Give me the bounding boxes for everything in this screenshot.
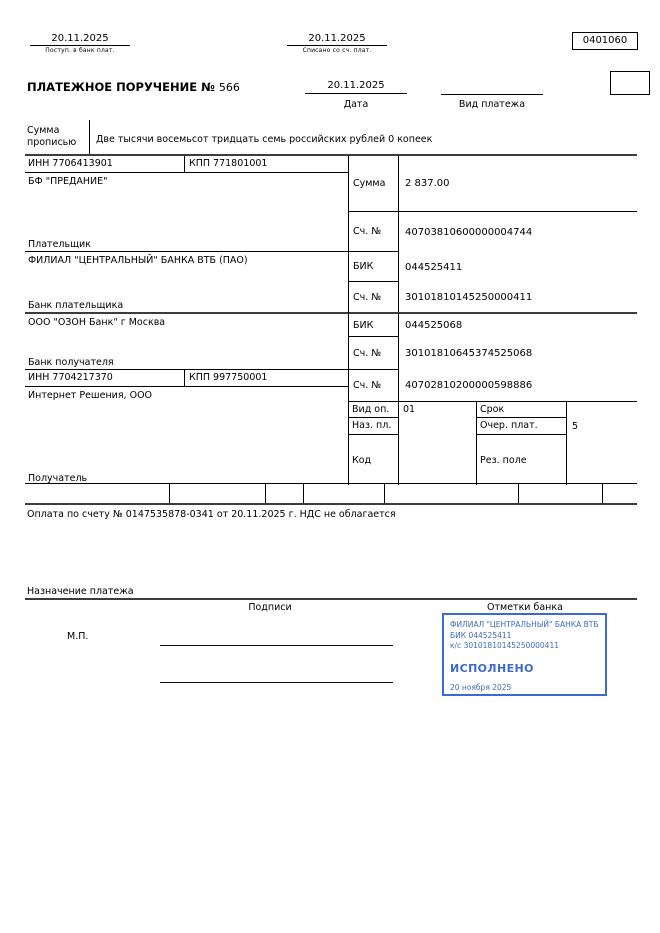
amount-value: 2 837.00 <box>405 178 450 189</box>
purpose-divider-line <box>25 598 637 600</box>
debited-date: 20.11.2025 <box>287 33 387 46</box>
payment-purpose-text: Оплата по счету № 0147535878-0341 от 20.11.2025 г. НДС не облагается <box>27 509 396 520</box>
payer-name: БФ "ПРЕДАНИЕ" <box>28 176 108 187</box>
payment-kind-label: Вид платежа <box>458 99 526 110</box>
op-kind-label: Вид оп. <box>349 402 398 418</box>
code-label: Код <box>352 454 372 466</box>
payer-cell <box>25 173 348 252</box>
requisites-table <box>25 154 637 485</box>
bottom-cells-row <box>25 483 637 505</box>
stamp-bank-name: ФИЛИАЛ "ЦЕНТРАЛЬНЫЙ" БАНКА ВТБ <box>450 620 599 629</box>
mp-label: М.П. <box>67 631 89 642</box>
status-box <box>610 71 650 95</box>
document-date: 20.11.2025 <box>305 80 407 94</box>
payer-label: Плательщик <box>28 239 91 250</box>
right-column <box>349 156 637 485</box>
term-label: Срок <box>477 402 566 418</box>
payer-accounts-group <box>349 212 637 314</box>
payer-account-label: Сч. № <box>349 212 398 252</box>
payer-accounts-values <box>399 212 637 312</box>
received-date-label: Поступ. в банк плат. <box>45 47 115 54</box>
debited-date-block <box>287 33 387 54</box>
form-code-box: 0401060 <box>572 32 638 50</box>
stamp-status: ИСПОЛНЕНО <box>450 661 534 675</box>
bottom-cell <box>170 484 266 503</box>
payment-kind-field <box>441 80 543 95</box>
pay-purpose-code-label: Наз. пл. <box>349 418 398 435</box>
payee-cell <box>25 387 348 485</box>
amount-in-words-label: Сумма прописью <box>25 120 90 154</box>
payer-bank-corr-account: 30101810145250000411 <box>405 292 533 303</box>
bottom-cell <box>385 484 519 503</box>
payer-bank-bik: 044525411 <box>405 261 463 273</box>
op-labels-col <box>349 402 399 485</box>
amount-in-words-section <box>25 120 637 154</box>
payer-bank-name: ФИЛИАЛ "ЦЕНТРАЛЬНЫЙ" БАНКА ВТБ (ПАО) <box>28 255 248 266</box>
stamp-date: 20 ноября 2025 <box>450 682 512 692</box>
payee-accounts-group <box>349 314 637 402</box>
signatures-label: Подписи <box>248 602 292 613</box>
amount-row <box>349 156 637 212</box>
priority-value: 5 <box>572 421 579 432</box>
payee-account: 40702810200000598886 <box>405 380 533 391</box>
reserve-field-label: Рез. поле <box>480 454 527 466</box>
left-column <box>25 156 349 485</box>
document-title <box>27 80 240 94</box>
bank-marks-label: Отметки банка <box>487 602 563 613</box>
payee-bank-corr-label: Сч. № <box>349 337 398 370</box>
payee-accounts-labels <box>349 314 399 401</box>
payee-bank-name: ООО "ОЗОН Банк" г Москва <box>28 317 166 328</box>
payer-bank-bik-label: БИК <box>349 252 398 282</box>
payer-bank-label: Банк плательщика <box>28 300 124 311</box>
received-date: 20.11.2025 <box>30 33 130 46</box>
stamp-corr-account: к/с 30101810145250000411 <box>450 641 559 650</box>
payee-name: Интернет Решения, ООО <box>28 390 153 401</box>
amount-label: Сумма <box>349 156 399 211</box>
signature-line-1 <box>160 645 393 646</box>
op-kind-value: 01 <box>399 402 477 485</box>
bottom-cell <box>603 484 637 503</box>
payee-bank-bik-label: БИК <box>349 314 398 337</box>
payee-bank-label: Банк получателя <box>28 357 114 368</box>
payer-bank-cell <box>25 252 348 314</box>
date-label: Дата <box>343 99 369 110</box>
payer-account: 40703810600000004744 <box>405 226 533 238</box>
payment-purpose-label: Назначение платежа <box>27 586 134 597</box>
bottom-cell <box>25 484 170 503</box>
received-date-block <box>30 33 130 54</box>
bottom-cell <box>266 484 304 503</box>
payee-account-label: Сч. № <box>353 380 382 391</box>
payer-bank-corr-label: Сч. № <box>353 292 382 303</box>
payee-bank-corr-account: 30101810645374525068 <box>405 348 533 359</box>
bottom-cell <box>304 484 385 503</box>
document-number: 566 <box>218 81 240 94</box>
term-labels-col <box>477 402 567 485</box>
amount-in-words-value: Две тысячи восемьсот тридцать семь российских рублей 0 копеек <box>96 134 433 145</box>
bottom-cell <box>519 484 603 503</box>
payer-inn-kpp-row <box>25 156 348 173</box>
payee-kpp: КПП 997750001 <box>189 372 268 383</box>
payee-label: Получатель <box>28 473 88 484</box>
payer-inn: ИНН 7706413901 <box>25 156 185 172</box>
debited-date-label: Списано со сч. плат. <box>302 47 372 54</box>
payee-accounts-values <box>399 314 637 401</box>
operation-details-block <box>349 402 637 485</box>
payee-inn: ИНН 7704217370 <box>25 370 185 386</box>
payee-inn-kpp-row <box>25 370 348 387</box>
priority-label: Очер. плат. <box>477 418 566 435</box>
bank-stamp <box>442 613 607 696</box>
payer-kpp: КПП 771801001 <box>189 158 268 169</box>
stamp-bik: БИК 044525411 <box>450 630 512 640</box>
payee-bank-bik: 044525068 <box>405 320 463 331</box>
signature-line-2 <box>160 682 393 683</box>
payer-accounts-labels <box>349 212 399 312</box>
payee-bank-cell <box>25 314 348 370</box>
document-title-text: ПЛАТЕЖНОЕ ПОРУЧЕНИЕ № <box>27 80 215 94</box>
